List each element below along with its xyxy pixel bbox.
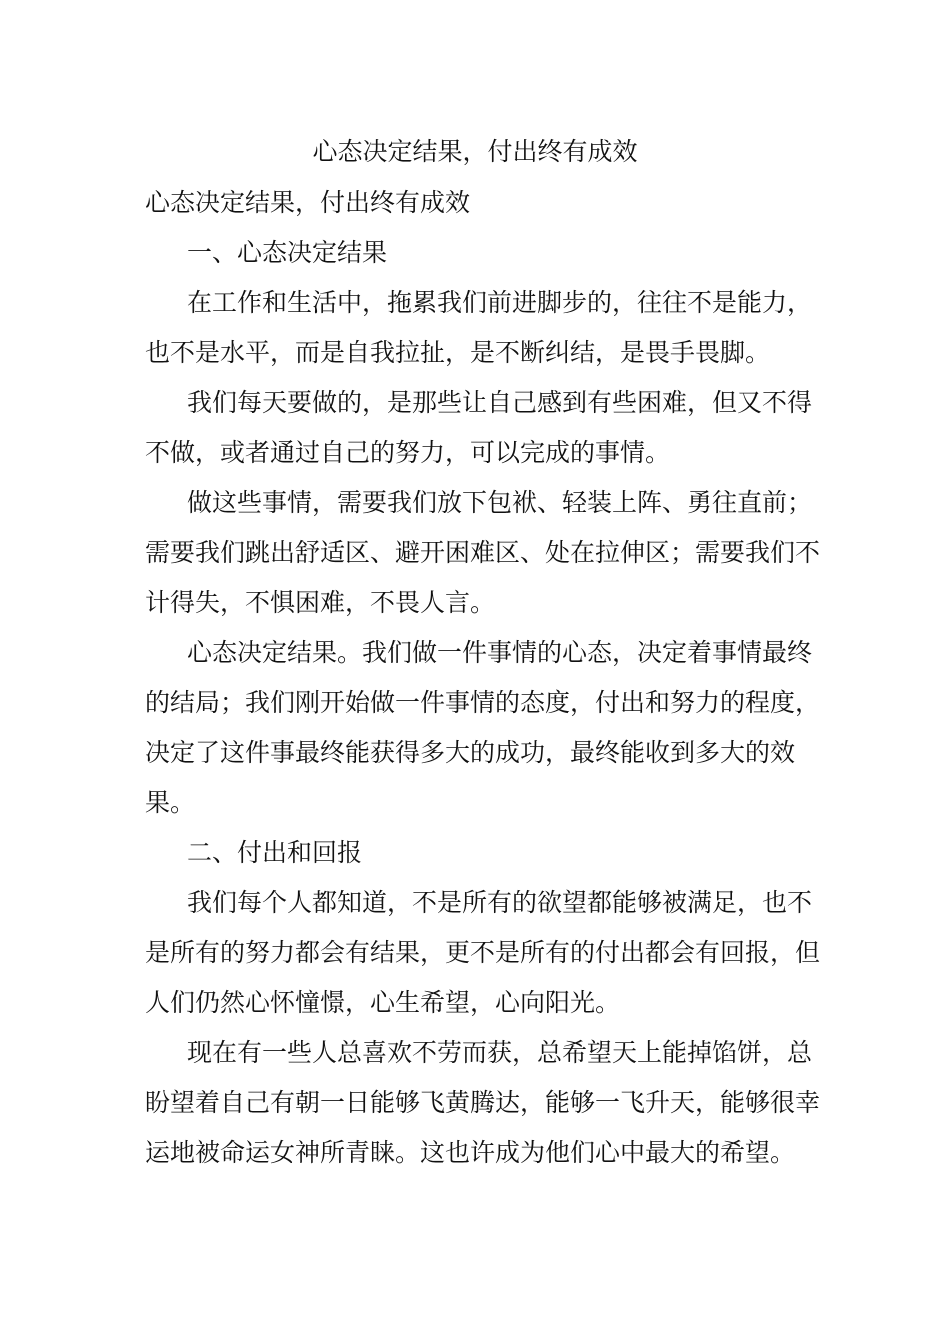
document-body	[145, 178, 825, 1178]
paragraph: 现在有一些人总喜欢不劳而获，总希望天上能掉馅饼，总盼望着自己有朝一日能够飞黄腾达，能够一飞升天，能够很幸运地被命运女神所青睐。这也许成为他们心中最大的希望。	[145, 1038, 821, 1167]
paragraph: 我们每个人都知道，不是所有的欲望都能够被满足，也不是所有的努力都会有结果，更不是所有的付出都会有回报，但人们仍然心怀憧憬，心生希望，心向阳光。	[145, 888, 821, 1017]
paragraph: 做这些事情，需要我们放下包袱、轻装上阵、勇往直前；需要我们跳出舒适区、避开困难区、处在拉伸区；需要我们不计得失，不惧困难，不畏人言。	[145, 488, 821, 617]
paragraph: 我们每天要做的，是那些让自己感到有些困难，但又不得不做，或者通过自己的努力，可以完成的事情。	[145, 388, 813, 467]
section-heading-2: 二、付出和回报	[187, 838, 363, 867]
section-heading-1: 一、心态决定结果	[187, 238, 388, 267]
paragraph: 心态决定结果。我们做一件事情的心态，决定着事情最终的结局；我们刚开始做一件事情的态度，付出和努力的程度，决定了这件事最终能获得多大的成功，最终能收到多大的效果。	[145, 638, 821, 817]
document-subtitle: 心态决定结果，付出终有成效	[145, 188, 471, 217]
document-title: 心态决定结果，付出终有成效	[312, 137, 638, 166]
paragraph: 在工作和生活中，拖累我们前进脚步的，往往不是能力，也不是水平，而是自我拉扯，是不断纠结，是畏手畏脚。	[145, 288, 813, 367]
